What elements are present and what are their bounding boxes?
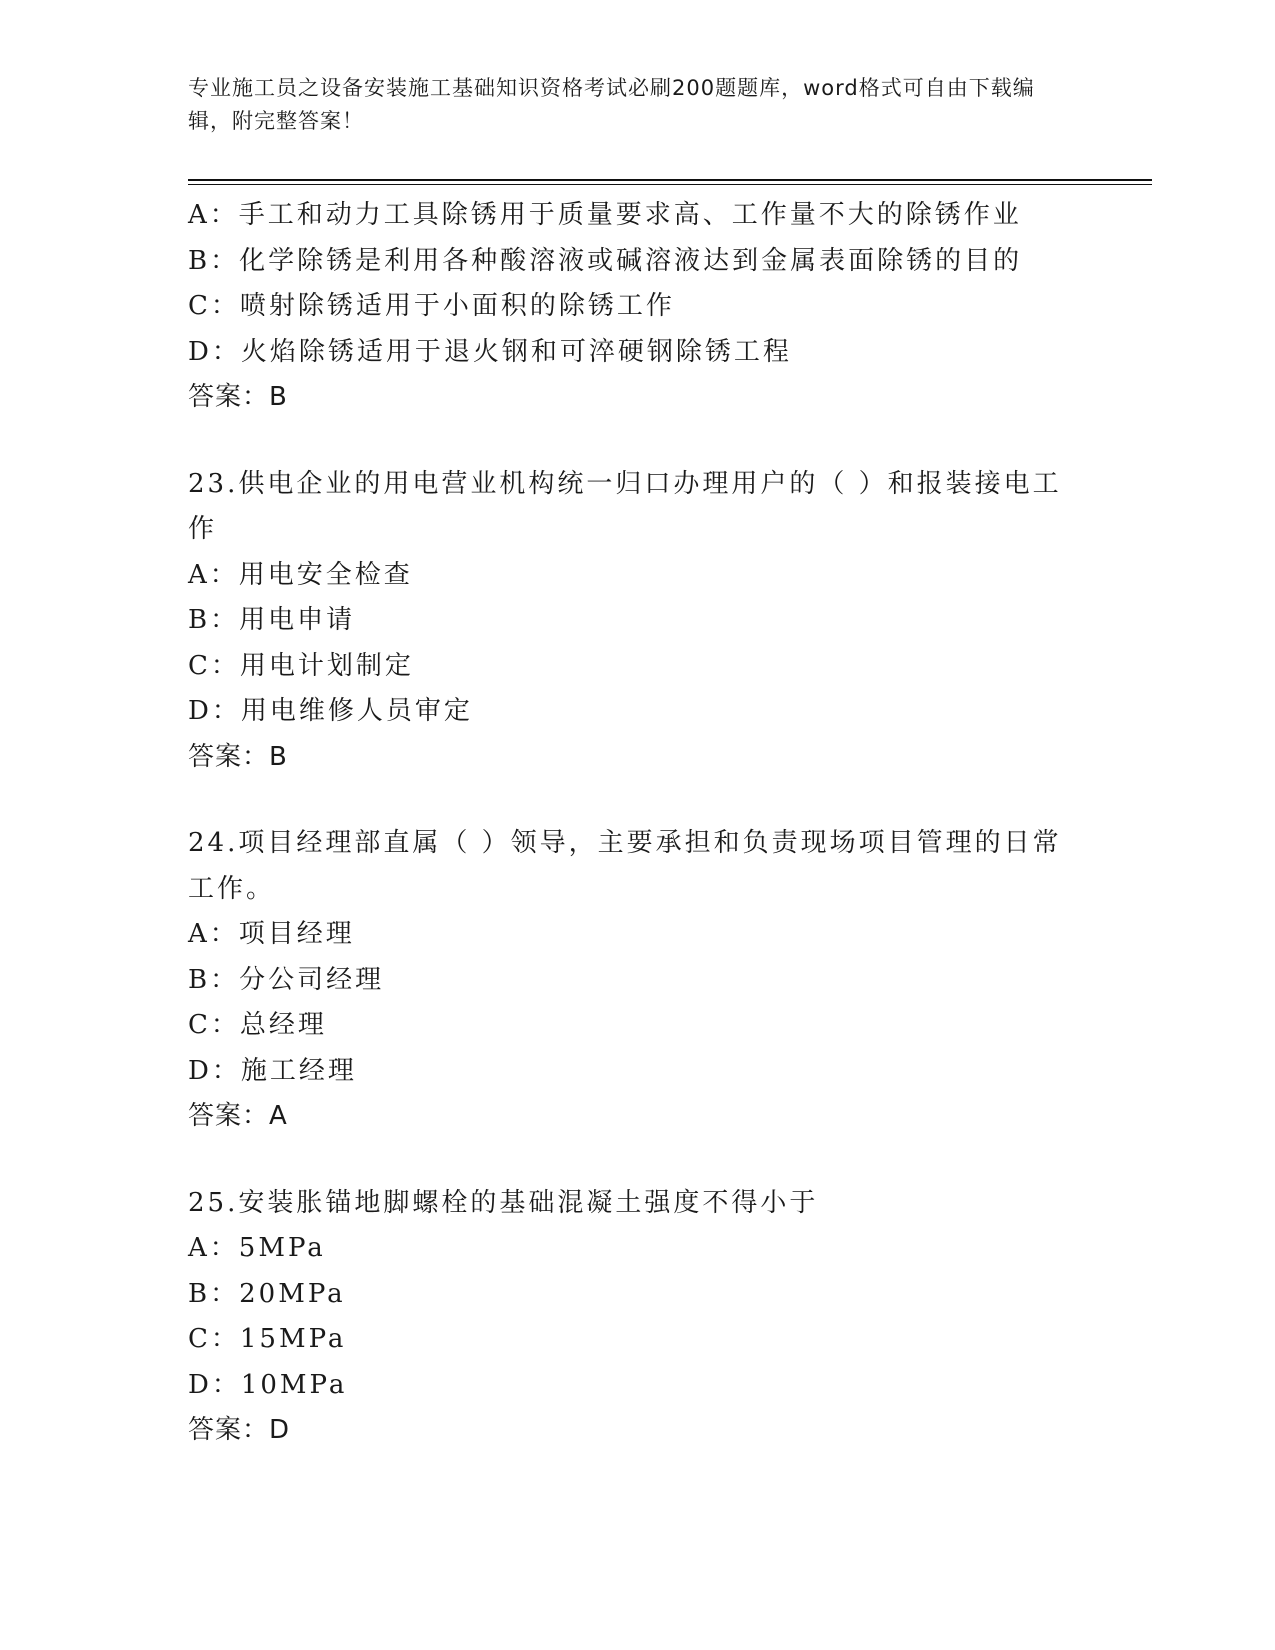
question-block-25 xyxy=(188,1181,1068,1454)
header-rule-thick xyxy=(188,179,1152,181)
option-b: B：分公司经理 xyxy=(188,964,385,995)
answer-line: 答案：A xyxy=(188,1101,288,1131)
option-c: C：15MPa xyxy=(188,1324,347,1354)
option-d: D：10MPa xyxy=(188,1369,348,1400)
answer-line: 答案：D xyxy=(188,1415,291,1445)
question-block-24 xyxy=(188,821,1068,1140)
answer-line: 答案：B xyxy=(188,741,288,772)
question-block-23 xyxy=(188,462,1068,781)
question-stem: 24.项目经理部直属（ ）领导，主要承担和负责现场项目管理的日常工作。 xyxy=(188,828,1062,904)
question-stem: 25.安装胀锚地脚螺栓的基础混凝土强度不得小于 xyxy=(188,1187,819,1218)
option-a: A：5MPa xyxy=(188,1233,326,1263)
question-stem: 23.供电企业的用电营业机构统一归口办理用户的（ ）和报装接电工作 xyxy=(188,468,1062,544)
header-rule-thin xyxy=(188,184,1152,185)
question-list xyxy=(188,193,1068,1454)
answer-line: 答案：B xyxy=(188,382,288,412)
option-c: C：总经理 xyxy=(188,1010,327,1040)
option-a: A：用电安全检查 xyxy=(188,559,413,590)
option-a: A：手工和动力工具除锈用于质量要求高、工作量不大的除锈作业 xyxy=(188,200,1022,230)
option-c: C：喷射除锈适用于小面积的除锈工作 xyxy=(188,291,675,321)
option-d: D：施工经理 xyxy=(188,1055,357,1086)
option-b: B：化学除锈是利用各种酸溶液或碱溶液达到金属表面除锈的目的 xyxy=(188,245,1023,276)
option-b: B：用电申请 xyxy=(188,605,356,635)
option-b: B：20MPa xyxy=(188,1278,346,1309)
option-a: A：项目经理 xyxy=(188,919,355,949)
question-block-22 xyxy=(188,193,1068,421)
option-d: D：用电维修人员审定 xyxy=(188,696,473,726)
option-d: D：火焰除锈适用于退火钢和可淬硬钢除锈工程 xyxy=(188,336,792,367)
document-title: 专业施工员之设备安装施工基础知识资格考试必刷200题题库，word格式可自由下载编辑，附完整答案！ xyxy=(188,76,1035,133)
option-c: C：用电计划制定 xyxy=(188,650,414,681)
